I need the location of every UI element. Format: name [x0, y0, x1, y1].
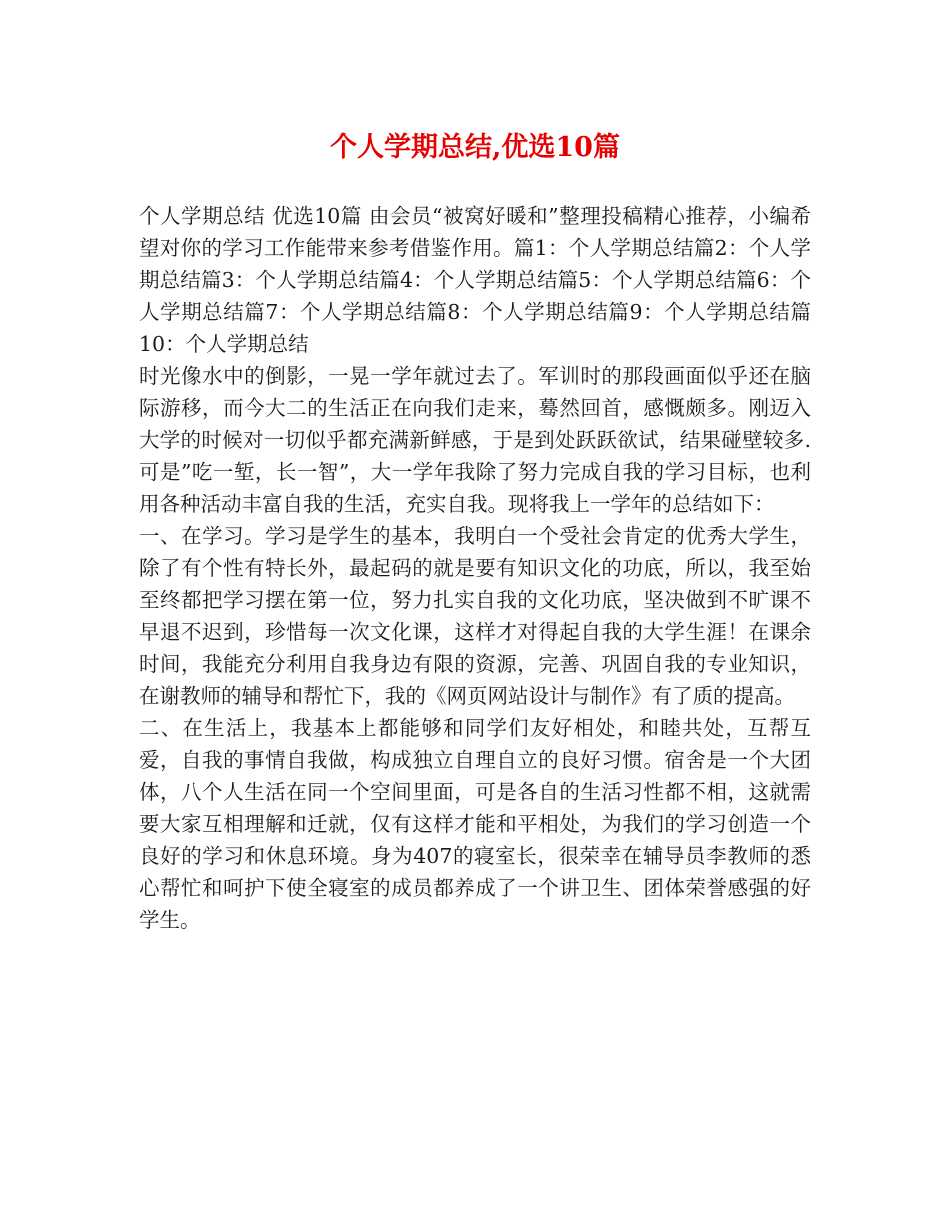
- paragraph-life: 二、在生活上，我基本上都能够和同学们友好相处，和睦共处，互帮互爱，自我的事情自我做，构成独立自理自立的良好习惯。宿舍是一个大团体，八个人生活在同一个空间里面，可是各自的生活习性都不相，这就需要大家互相理解和迁就，仅有这样才能和平相处，为我们的学习创造一个良好的学习和休息环境。身为407的寝室长，很荣幸在辅导员李教师的悉心帮忙和呵护下使全寝室的成员都养成了一个讲卫生、团体荣誉感强的好学生。: [139, 716, 811, 932]
- paragraph-study: 一、在学习。学习是学生的基本，我明白一个受社会肯定的优秀大学生，除了有个性有特长外，最起码的就是要有知识文化的功底，所以，我至始至终都把学习摆在第一位，努力扎实自我的文化功底，坚决做到不旷课不早退不迟到，珍惜每一次文化课，这样才对得起自我的大学生涯！在课余时间，我能充分利用自我身边有限的资源，完善、巩固自我的专业知识，在谢教师的辅导和帮忙下，我的《网页网站设计与制作》有了质的提高。: [139, 524, 811, 708]
- document-body: [139, 200, 811, 936]
- paragraph-intro: 个人学期总结 优选10篇 由会员“被窝好暖和”整理投稿精心推荐，小编希望对你的学习工作能带来参考借鉴作用。篇1：个人学期总结篇2：个人学期总结篇3：个人学期总结篇4：个人学期总结篇5：个人学期总结篇6：个人学期总结篇7：个人学期总结篇8：个人学期总结篇9：个人学期总结篇10：个人学期总结: [139, 204, 811, 356]
- paragraph-opening: 时光像水中的倒影，一晃一学年就过去了。军训时的那段画面似乎还在脑际游移，而今大二的生活正在向我们走来，蓦然回首，感慨颇多。刚迈入大学的时候对一切似乎都充满新鲜感，于是到处跃跃欲试，结果碰壁较多.可是”吃一堑，长一智”，大一学年我除了努力完成自我的学习目标，也利用各种活动丰富自我的生活，充实自我。现将我上一学年的总结如下：: [139, 364, 811, 516]
- document-title: 个人学期总结,优选10篇: [330, 132, 620, 163]
